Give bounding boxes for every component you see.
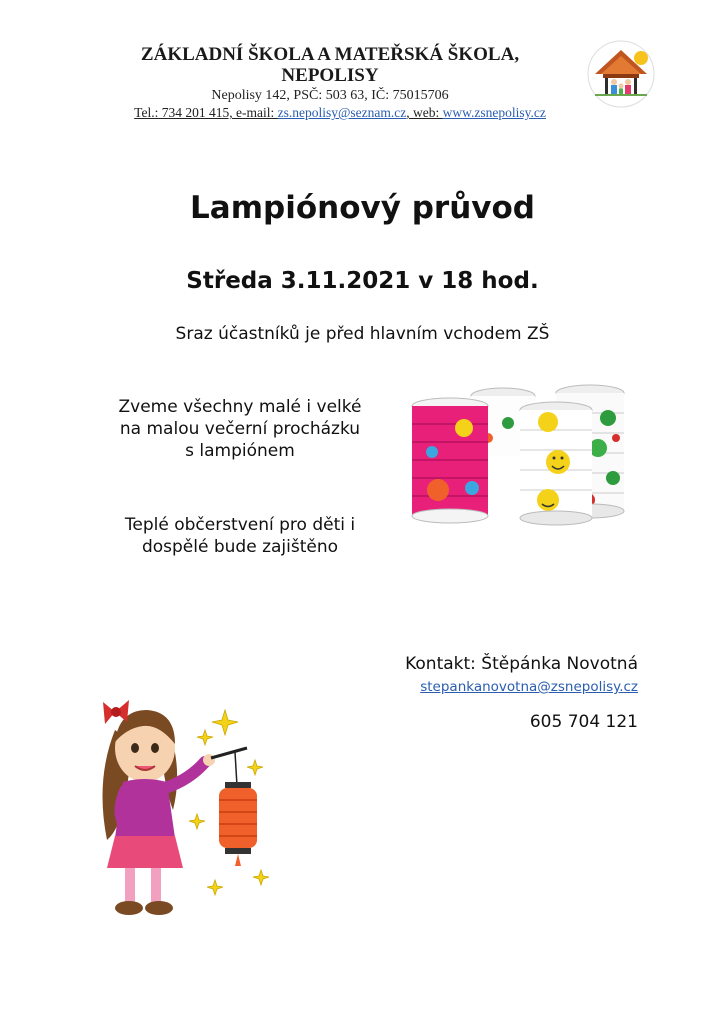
- school-address: Nepolisy 142, PSČ: 503 63, IČ: 75015706: [211, 88, 449, 103]
- invitation-line: Zveme všechny malé i velké: [118, 397, 362, 417]
- contact-email-link[interactable]: stepankanovotna@zsnepolisy.cz: [420, 679, 638, 695]
- school-web-link[interactable]: www.zsnepolisy.cz: [442, 105, 546, 120]
- meeting-point: Sraz účastníků je před hlavním vchodem ZŠ: [175, 324, 550, 344]
- school-name: [110, 44, 550, 86]
- lantern-pink: [412, 398, 488, 523]
- refreshment-text: [80, 514, 400, 558]
- invitation-line: na malou večerní procházku: [119, 419, 361, 439]
- school-contact-line: [80, 105, 600, 121]
- event-date: Středa 3.11.2021 v 18 hod.: [186, 268, 539, 294]
- orange-lantern: [219, 782, 257, 866]
- contact-email-wrapper: [300, 679, 638, 695]
- web-label: , web:: [406, 105, 443, 120]
- school-email-link[interactable]: zs.nepolisy@seznam.cz: [277, 105, 407, 120]
- page-title: Lampiónový průvod: [190, 190, 535, 226]
- school-name-line2: NEPOLISY: [281, 65, 379, 86]
- school-logo-icon: [585, 40, 657, 108]
- girl-with-lantern-illustration: [85, 690, 280, 925]
- contact-person: Kontakt: Štěpánka Novotná: [405, 654, 638, 674]
- lanterns-illustration: [408, 378, 630, 528]
- refreshment-line: Teplé občerstvení pro děti i: [124, 515, 356, 535]
- invitation-text: [80, 396, 400, 462]
- contact-phone: 605 704 121: [529, 712, 638, 732]
- invitation-line: s lampiónem: [185, 441, 295, 461]
- refreshment-line: dospělé bude zajištěno: [141, 537, 339, 557]
- tel-text: Tel.: 734 201 415, e-mail:: [134, 105, 278, 120]
- lantern-smiley: [520, 402, 592, 525]
- school-name-line1: ZÁKLADNÍ ŠKOLA A MATEŘSKÁ ŠKOLA,: [140, 44, 520, 65]
